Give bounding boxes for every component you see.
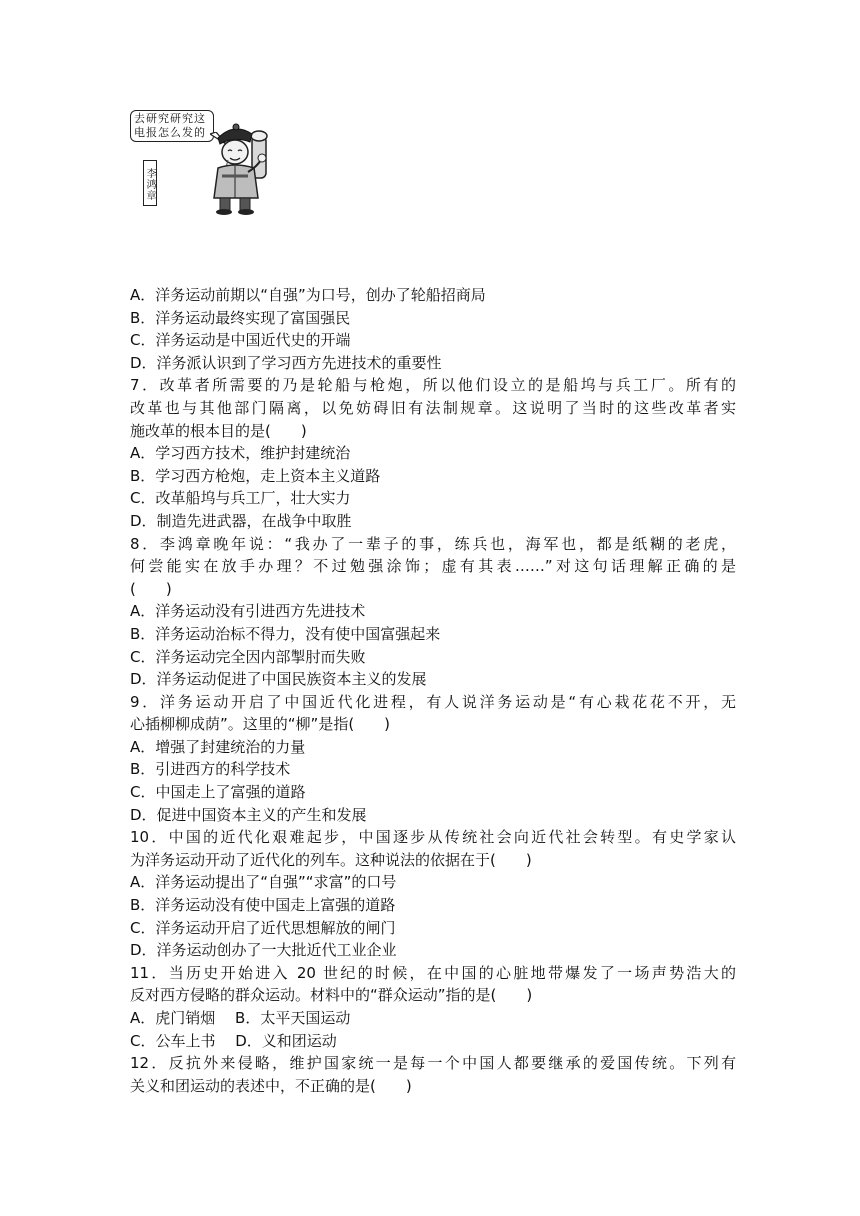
text-line: D．洋务派认识到了学习西方先进技术的重要性: [130, 353, 442, 372]
text-line: 7．改革者所需要的乃是轮船与枪炮，所以他们设立的是船坞与兵工厂。所有的: [130, 376, 736, 395]
text-line: 8．李鸿章晚年说：“我办了一辈子的事，练兵也，海军也，都是纸糊的老虎，: [130, 534, 736, 553]
name-label: 李鸿章: [143, 160, 157, 206]
text-line: D．洋务运动创办了一大批近代工业企业: [130, 941, 397, 960]
text-line: 12．反抗外来侵略，维护国家统一是每一个中国人都要继承的爱国传统。下列有: [130, 1054, 736, 1073]
text-line: 反对西方侵略的群众运动。材料中的“群众运动”指的是( ): [130, 986, 533, 1005]
text-line: C．洋务运动开启了近代思想解放的闸门: [130, 918, 396, 937]
text-line: 10．中国的近代化艰难起步，中国逐步从传统社会向近代社会转型。有史学家认: [130, 828, 736, 847]
text-line: B．洋务运动最终实现了富国强民: [130, 308, 351, 327]
li-hongzhang-cartoon: [130, 108, 280, 216]
text-line: 改革也与其他部门隔离，以免妨碍旧有法制规章。这说明了当时的这些改革者实: [130, 398, 736, 417]
text-line: A．洋务运动没有引进西方先进技术: [130, 602, 366, 621]
text-line: 关义和团运动的表述中，不正确的是( ): [130, 1076, 412, 1095]
text-line: 施改革的根本目的是( ): [130, 421, 307, 440]
text-line: C．洋务运动是中国近代史的开端: [130, 331, 351, 350]
speech-line-2: 电报怎么发的: [134, 126, 206, 139]
text-line: 9．洋务运动开启了中国近代化进程，有人说洋务运动是“有心栽花花不开，无: [130, 692, 736, 711]
question-text: [130, 284, 736, 1097]
text-line: B．引进西方的科学技术: [130, 760, 291, 779]
text-line: 11．当历史开始进入 20 世纪的时候，在中国的心脏地带爆发了一场声势浩大的: [130, 963, 736, 982]
text-line: A．虎门销烟 B．太平天国运动: [130, 1009, 351, 1027]
speech-bubble: [130, 110, 214, 142]
text-line: B．洋务运动没有使中国走上富强的道路: [130, 896, 396, 915]
text-line: C．洋务运动完全因内部掣肘而失败: [130, 647, 366, 666]
text-line: A．洋务运动提出了“自强”“求富”的口号: [130, 873, 397, 892]
text-line: ( ): [130, 579, 172, 598]
text-line: C．中国走上了富强的道路: [130, 783, 306, 802]
text-line: B．学习西方枪炮，走上资本主义道路: [130, 466, 381, 485]
text-line: 何尝能实在放手办理？不过勉强涂饰；虚有其表……”对这句话理解正确的是: [130, 557, 736, 576]
text-line: D．促进中国资本主义的产生和发展: [130, 805, 367, 824]
text-line: A．增强了封建统治的力量: [130, 737, 306, 756]
li-hongzhang-figure: [204, 118, 280, 216]
speech-line-1: 去研究研究这: [134, 112, 206, 125]
text-line: C．改革船坞与兵工厂，壮大实力: [130, 489, 351, 508]
text-line: D．制造先进武器，在战争中取胜: [130, 511, 352, 530]
text-line: A．洋务运动前期以“自强”为口号，创办了轮船招商局: [130, 286, 486, 304]
text-line: 为洋务运动开动了近代化的列车。这种说法的依据在于( ): [130, 850, 532, 869]
text-line: A．学习西方技术，维护封建统治: [130, 444, 351, 463]
text-line: B．洋务运动治标不得力，没有使中国富强起来: [130, 624, 441, 643]
text-line: 心插柳柳成荫”。这里的“柳”是指( ): [130, 715, 391, 734]
text-line: D．洋务运动促进了中国民族资本主义的发展: [130, 670, 427, 689]
text-line: C．公车上书 D．义和团运动: [130, 1031, 337, 1050]
